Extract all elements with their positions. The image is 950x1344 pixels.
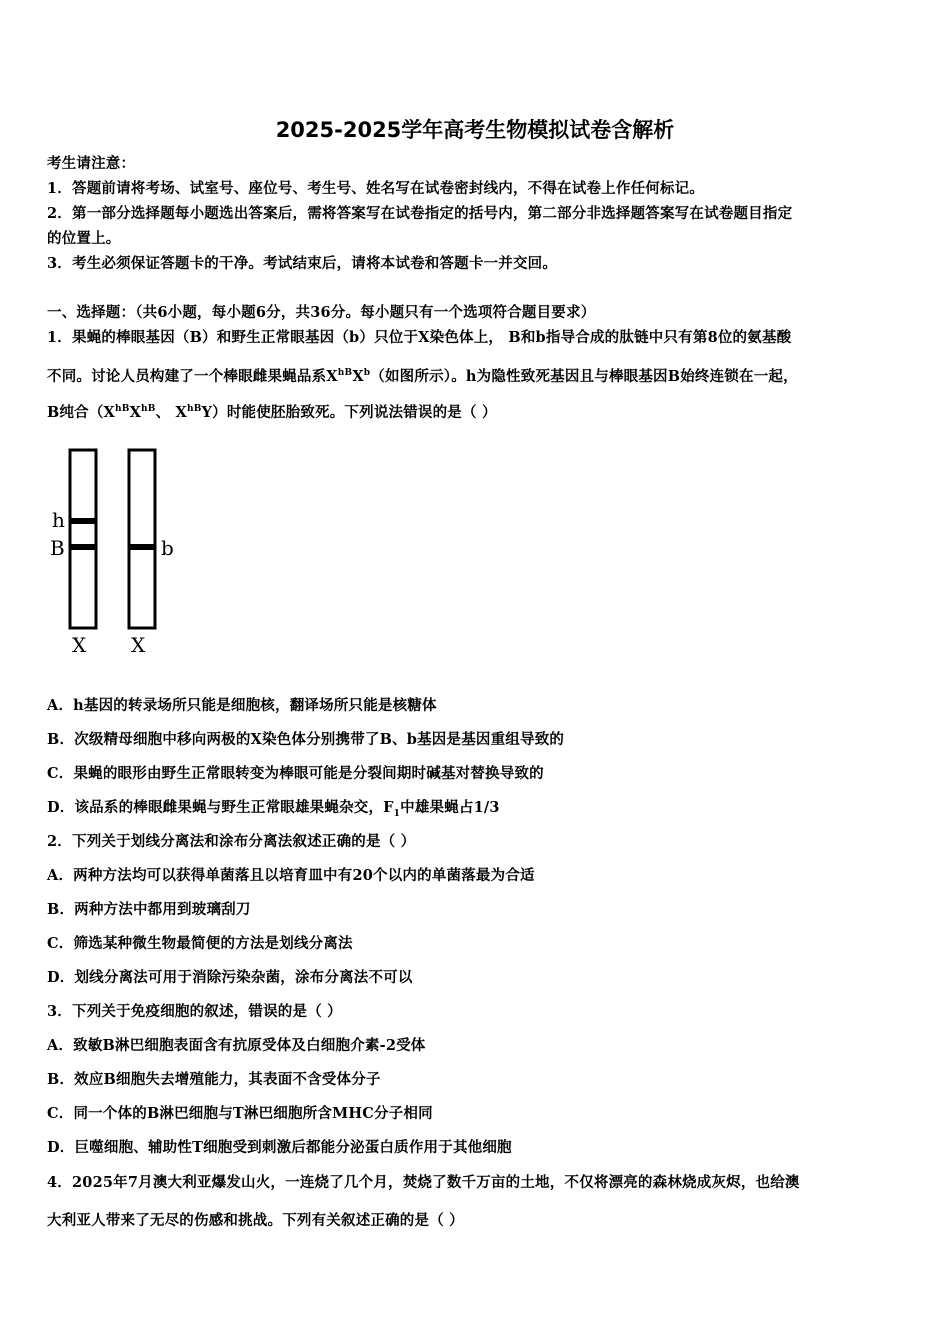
q2-option-a: A．两种方法均可以获得单菌落且以培育皿中有20个以内的单菌落最为合适 [47,867,535,884]
q2-option-c: C．筛选某种微生物最简便的方法是划线分离法 [47,935,353,952]
q2-option-d: D．划线分离法可用于消除污染杂菌，涂布分离法不可以 [47,969,413,986]
q2-option-b: B．两种方法中都用到玻璃刮刀 [47,901,251,918]
q3-stem: 3．下列关于免疫细胞的叙述，错误的是（ ） [47,1003,342,1020]
chromosome-left [70,450,96,628]
q1-option-d: D．该品系的棒眼雌果蝇与野生正常眼雄果蝇杂交，$F_1$中雄果蝇占1/3 [47,799,500,819]
q1-stem-line1: 1．果蝇的棒眼基因（B）和野生正常眼基因（b）只位于X染色体上， B和b指导合成的肽链中只有第8位的氨基酸 [47,329,792,346]
q3-option-c: C．同一个体的B淋巴细胞与T淋巴细胞所含MHC分子相同 [47,1105,433,1122]
q4-stem-line2: 大利亚人带来了无尽的伤感和挑战。下列有关叙述正确的是（ ） [47,1212,464,1229]
q2-stem: 2．下列关于划线分离法和涂布分离法叙述正确的是（ ） [47,833,416,850]
band-h [70,518,96,524]
chromosome-figure [46,440,186,660]
notice-item-3: 3．考生必须保证答题卡的干净。考试结束后，请将本试卷和答题卡一并交回。 [47,255,558,272]
q4-stem-line1: 4．2025年7月澳大利亚爆发山火，一连烧了几个月，焚烧了数千万亩的土地，不仅将漂亮的森林烧成灰烬，也给澳 [47,1174,800,1191]
notice-item-1: 1．答题前请将考场、试室号、座位号、考生号、姓名写在试卷密封线内，不得在试卷上作任何标记。 [47,180,705,197]
notice-heading: 考生请注意： [47,155,136,172]
q1-option-a: A．h基因的转录场所只能是细胞核，翻译场所只能是核糖体 [47,697,437,714]
notice-item-2-cont: 的位置上。 [47,230,121,247]
q1-option-c: C．果蝇的眼形由野生正常眼转变为棒眼可能是分裂间期时碱基对替换导致的 [47,765,544,782]
label-x-right: X [131,633,146,657]
page-title: 2025-2025学年高考生物模拟试卷含解析 [275,118,675,142]
q1-stem-line3: B纯合（$X^{hB}X^{hB}$、 $X^{hB}Y$）时能使胚胎致死。下列说法错误的是（ ） [47,404,497,421]
q1-option-b: B．次级精母细胞中移向两极的X染色体分别携带了B、b基因是基因重组导致的 [47,731,565,748]
notice-item-2: 2．第一部分选择题每小题选出答案后，需将答案写在试卷指定的括号内，第二部分非选择题答案写在试卷题目指定 [47,205,793,222]
section-heading: 一、选择题：（共6小题，每小题6分，共36分。每小题只有一个选项符合题目要求） [47,304,596,321]
q3-option-a: A．致敏B淋巴细胞表面含有抗原受体及白细胞介素-2受体 [47,1037,426,1054]
band-B [70,544,96,550]
band-b [129,544,155,550]
label-x-left: X [72,633,87,657]
label-h: h [52,508,65,532]
q3-option-d: D．巨噬细胞、辅助性T细胞受到刺激后都能分泌蛋白质作用于其他细胞 [47,1139,512,1156]
chromosome-right [129,450,155,628]
q1-stem-line2: 不同。讨论人员构建了一个棒眼雌果蝇品系$X^{hB}X^b$（如图所示）。h为隐性致死基因且与棒眼基因B始终连锁在一起， [47,368,798,385]
label-b: b [161,536,174,560]
q3-option-b: B．效应B细胞失去增殖能力，其表面不含受体分子 [47,1071,381,1088]
label-B: B [50,536,65,560]
